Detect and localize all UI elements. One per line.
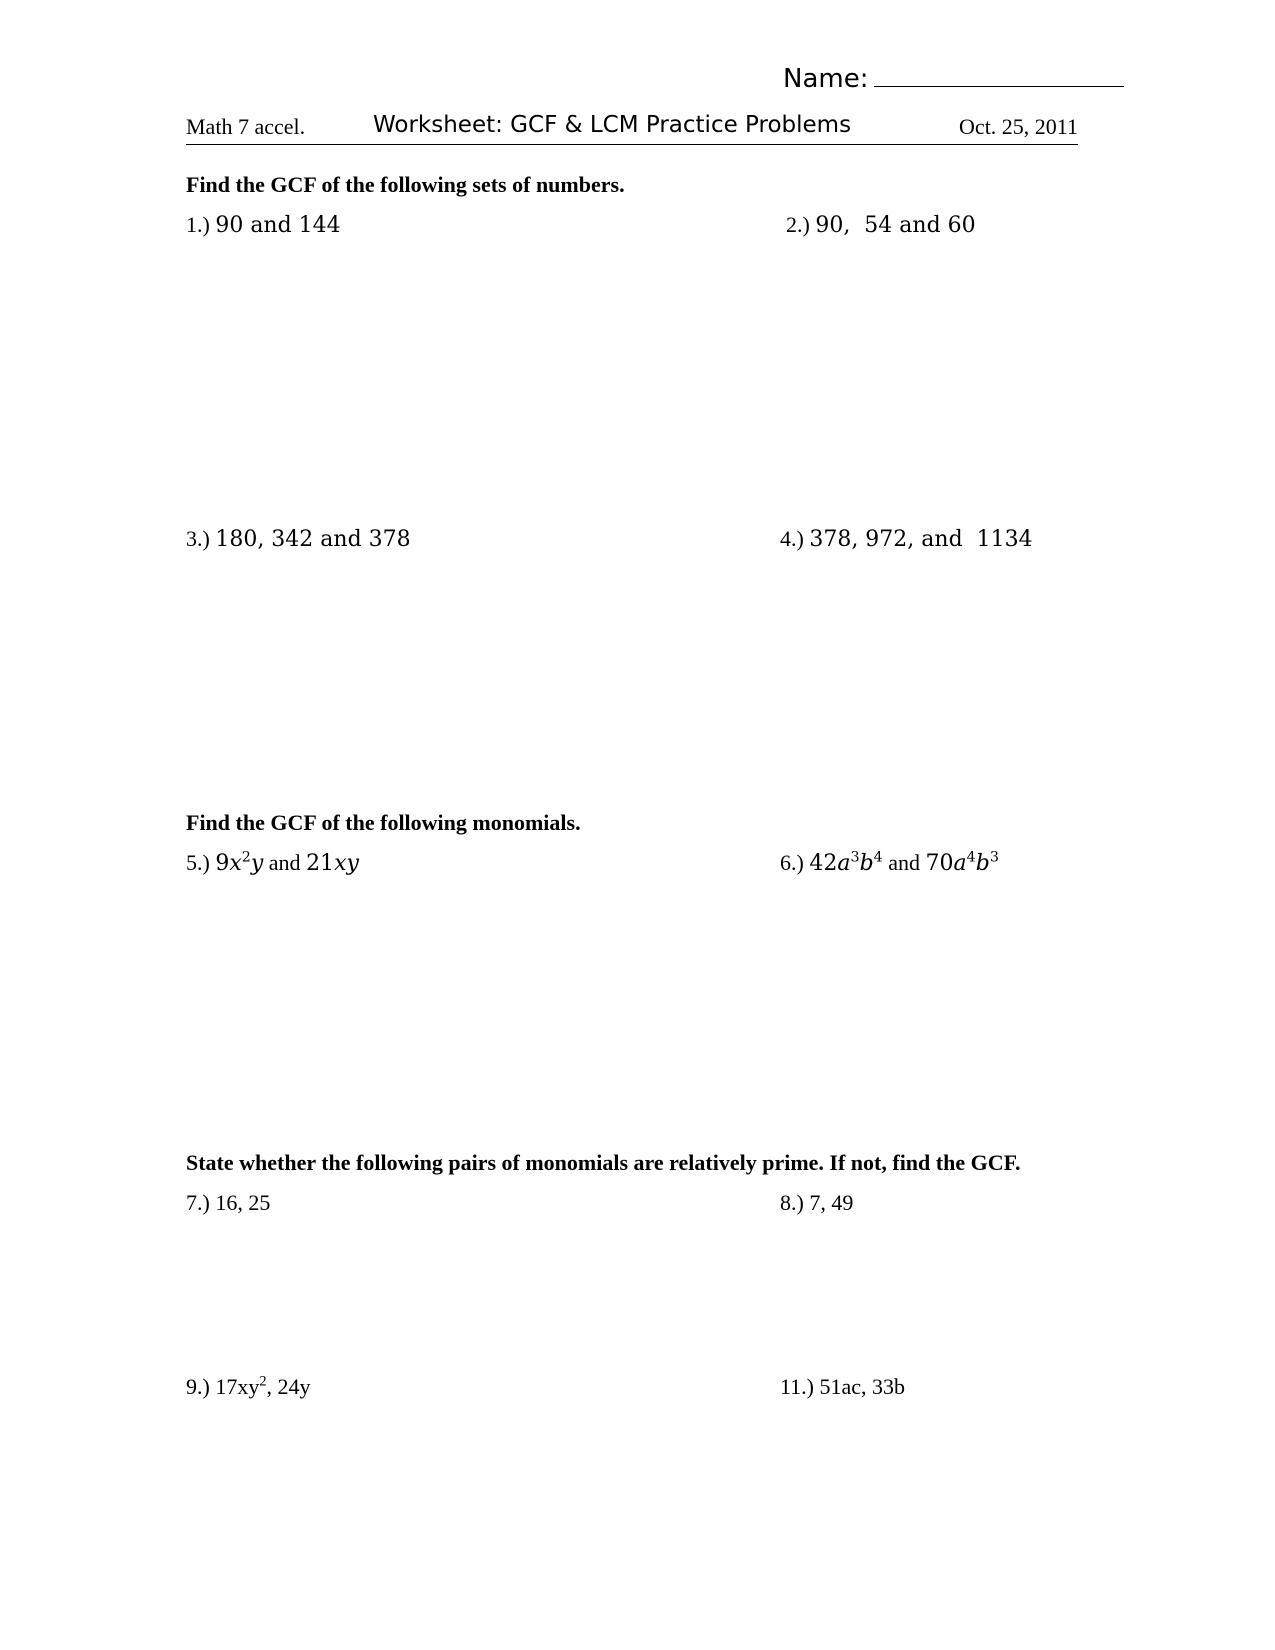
name-field bbox=[783, 64, 1124, 94]
problem-text bbox=[215, 1374, 310, 1399]
problem-11 bbox=[780, 1374, 905, 1400]
name-blank-line[interactable] bbox=[874, 64, 1124, 87]
monomial-1 bbox=[215, 851, 263, 876]
problem-2 bbox=[786, 212, 976, 238]
problem-text: 90 and 144 bbox=[215, 213, 341, 238]
coefficient: 9 bbox=[215, 851, 230, 876]
exponent: 2 bbox=[241, 849, 251, 866]
problem-6 bbox=[780, 850, 999, 876]
problem-number: 9.) bbox=[186, 1374, 210, 1399]
problem-number: 4.) bbox=[780, 526, 804, 551]
problem-7 bbox=[186, 1190, 270, 1216]
title-row bbox=[186, 110, 1078, 145]
conjunction: and bbox=[268, 850, 301, 875]
problem-9 bbox=[186, 1374, 310, 1400]
monomial-1 bbox=[809, 851, 882, 876]
problem-number: 7.) bbox=[186, 1190, 210, 1215]
exponent: 2 bbox=[259, 1373, 267, 1390]
problem-number: 3.) bbox=[186, 526, 210, 551]
problem-number: 2.) bbox=[786, 212, 810, 237]
monomial-2 bbox=[926, 851, 999, 876]
problem-number: 5.) bbox=[186, 850, 210, 875]
problem-text: 16, 25 bbox=[215, 1190, 271, 1215]
variable: b bbox=[859, 851, 874, 876]
problem-text: 51ac, 33b bbox=[819, 1374, 906, 1399]
problem-text: 90, 54 and 60 bbox=[815, 213, 976, 238]
problem-number: 11.) bbox=[780, 1374, 815, 1399]
worksheet-title: Worksheet: GCF & LCM Practice Problems bbox=[373, 112, 852, 138]
exponent: 4 bbox=[873, 849, 883, 866]
variable: y bbox=[250, 851, 264, 876]
problem-3 bbox=[186, 526, 411, 552]
problem-text: 378, 972, and 1134 bbox=[809, 527, 1033, 552]
section-heading: Find the GCF of the following sets of numbers. bbox=[186, 172, 625, 197]
problem-number: 8.) bbox=[780, 1190, 804, 1215]
course-name: Math 7 accel. bbox=[186, 114, 306, 139]
coefficient: 21 bbox=[306, 851, 335, 876]
variable: a bbox=[837, 851, 851, 876]
section-heading: State whether the following pairs of monomials are relatively prime. If not, find the GCF. bbox=[186, 1150, 1021, 1175]
problem-text: 180, 342 and 378 bbox=[215, 527, 411, 552]
variable: xy bbox=[334, 851, 359, 876]
problem-8 bbox=[780, 1190, 853, 1216]
problem-number: 6.) bbox=[780, 850, 804, 875]
name-label: Name: bbox=[783, 64, 869, 94]
worksheet-date: Oct. 25, 2011 bbox=[959, 114, 1078, 139]
exponent: 4 bbox=[966, 849, 976, 866]
monomial-2 bbox=[306, 851, 359, 876]
problem-5 bbox=[186, 850, 359, 876]
variable: x bbox=[229, 851, 242, 876]
section-heading: Find the GCF of the following monomials. bbox=[186, 810, 581, 835]
monomial: 17xy bbox=[215, 1374, 260, 1399]
monomial: , 24y bbox=[266, 1374, 311, 1399]
exponent: 3 bbox=[989, 849, 999, 866]
variable: b bbox=[975, 851, 990, 876]
conjunction: and bbox=[888, 850, 921, 875]
exponent: 3 bbox=[850, 849, 860, 866]
problem-1 bbox=[186, 212, 341, 238]
variable: a bbox=[953, 851, 967, 876]
problem-text: 7, 49 bbox=[809, 1190, 854, 1215]
problem-number: 1.) bbox=[186, 212, 210, 237]
coefficient: 70 bbox=[925, 851, 954, 876]
problem-4 bbox=[780, 526, 1033, 552]
coefficient: 42 bbox=[809, 851, 838, 876]
